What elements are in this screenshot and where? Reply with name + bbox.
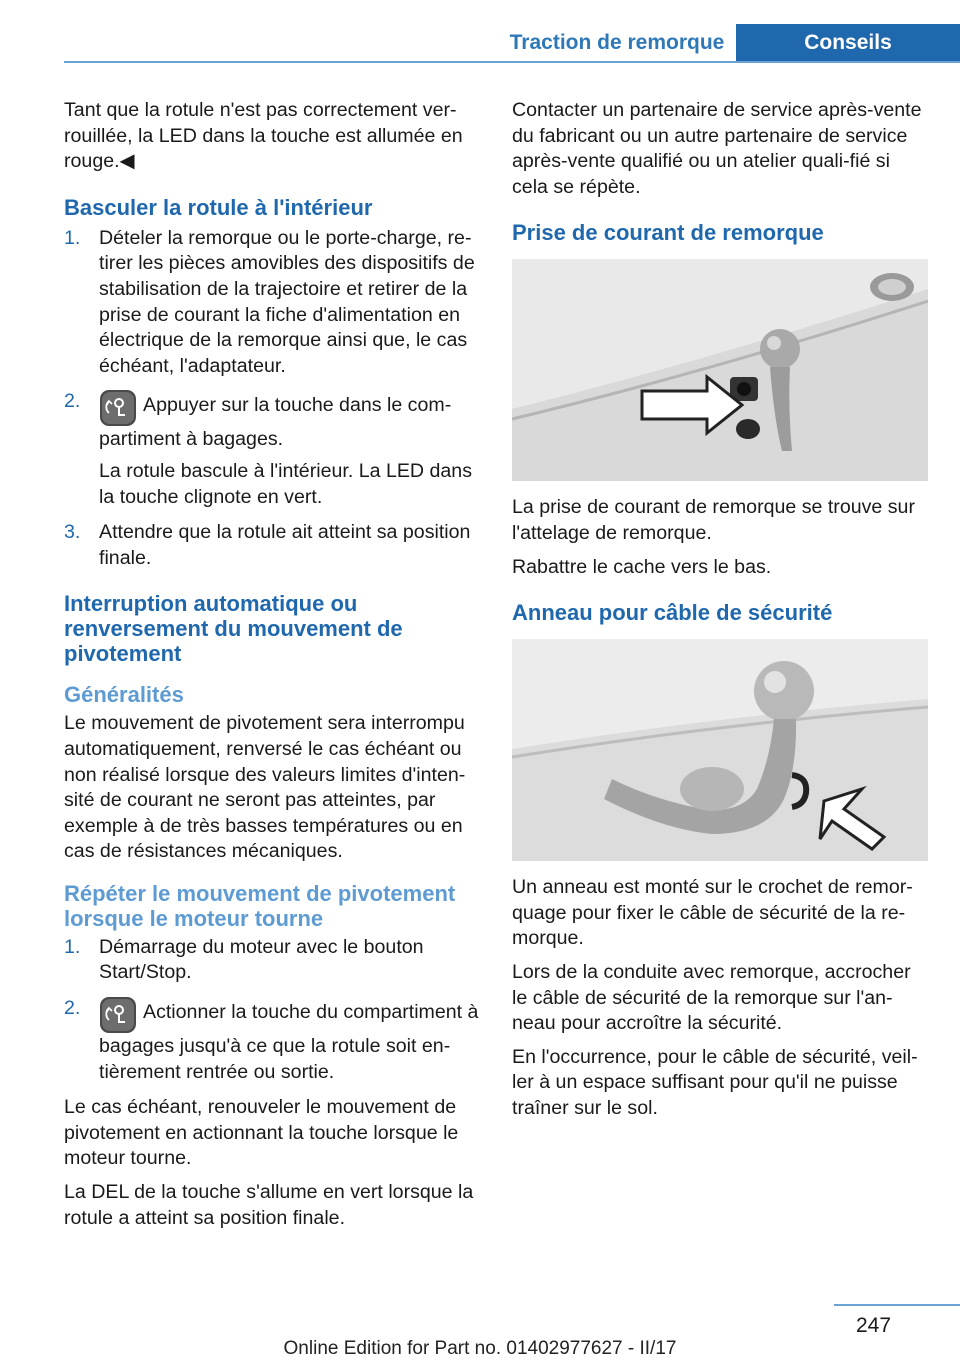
list-item — [64, 389, 480, 510]
footer-rule — [834, 1304, 960, 1306]
list-item — [64, 996, 480, 1085]
heading-socket: Prise de courant de remorque — [512, 220, 824, 246]
page-number: 247 — [856, 1314, 892, 1337]
tow-hitch-button-icon — [99, 996, 137, 1034]
step-text-with-icon — [99, 389, 480, 453]
list-item — [64, 226, 480, 380]
chapter-tab: Conseils — [736, 24, 960, 62]
step-number: 1. — [64, 226, 81, 249]
contact-paragraph: Contacter un partenaire de service après-vente du fabricant ou un autre partenaire de service après-vente qualifié ou un atelier quali-fié si cela se répète. — [512, 99, 922, 198]
tow-hitch-button-icon — [99, 389, 137, 427]
ring-paragraph: Un anneau est monté sur le crochet de remor-quage pour fixer le câble de sécurité de la re-morque. — [512, 876, 913, 950]
driving-paragraph: Lors de la conduite avec remorque, accrocher le câble de sécurité de la remorque sur l'an-neau pour accroître la sécurité. — [512, 960, 911, 1035]
step-text: Attendre que la rotule ait atteint sa position finale. — [99, 521, 471, 569]
step-text: Démarrage du moteur avec le bouton Start/Stop. — [99, 935, 424, 984]
heading-ring: Anneau pour câble de sécurité — [512, 600, 833, 626]
list-item — [64, 520, 480, 571]
step-text: Appuyer sur la touche dans le com-partiment à bagages. — [99, 394, 452, 451]
intro-paragraph: Tant que la rotule n'est pas correctement ver-rouillée, la LED dans la touche est allumée en rouge.◀ — [64, 99, 463, 173]
list-item — [64, 935, 480, 986]
step-number: 3. — [64, 521, 81, 544]
renew-paragraph: Le cas échéant, renouveler le mouvement de pivotement en actionnant la touche lorsque le moteur tourne. — [64, 1096, 459, 1170]
socket-illustration — [512, 259, 928, 481]
step-number: 2. — [64, 997, 81, 1020]
occurrence-paragraph: En l'occurrence, pour le câble de sécurité, veil-ler à un espace suffisant pour qu'il ne puisse traîner sur le sol. — [512, 1045, 918, 1119]
general-paragraph: Le mouvement de pivotement sera interrompu automatiquement, renversé le cas échéant ou non réalisé lorsque des valeurs limites d'inten-sité de courant ne seront pas atteintes, par exemple à de très basses températures ou en cas de résistances mécaniques. — [64, 712, 466, 863]
step-text: Actionner la touche du compartiment à bagages jusqu'à ce que la rotule soit en-tièrement rentrée ou sortie. — [99, 1001, 479, 1083]
safety-ring-illustration — [512, 639, 928, 861]
right-column — [512, 98, 928, 1130]
heading-repeat: Répéter le mouvement de pivotement lorsque le moteur tourne — [64, 880, 456, 931]
step-subtext: La rotule bascule à l'intérieur. La LED dans la touche clignote en vert. — [99, 459, 472, 508]
step-text: Dételer la remorque ou le porte-charge, re-tirer les pièces amovibles des dispositifs de stabilisation de la trajectoire et retirer de la prise de courant la fiche d'alimentation en électrique de la remorque ainsi que, le cas échéant, l'adaptateur. — [99, 226, 475, 377]
step-number: 2. — [64, 390, 81, 413]
section-tab: Traction de remorque — [498, 24, 736, 62]
heading-general: Généralités — [64, 682, 184, 708]
cover-paragraph: Rabattre le cache vers le bas. — [512, 555, 772, 578]
header-rule — [64, 61, 960, 63]
step-text-with-icon — [99, 996, 480, 1085]
edition-footer: Online Edition for Part no. 01402977627 - II/17 — [283, 1338, 677, 1359]
step-number: 1. — [64, 935, 81, 958]
heading-swing-in: Basculer la rotule à l'intérieur — [64, 194, 373, 220]
left-column — [64, 98, 480, 1239]
del-paragraph: La DEL de la touche s'allume en vert lorsque la rotule a atteint sa position finale. — [64, 1181, 474, 1229]
socket-paragraph: La prise de courant de remorque se trouve sur l'attelage de remorque. — [512, 496, 915, 544]
heading-interruption: Interruption automatique ou renversement du mouvement de pivotement — [64, 591, 403, 667]
